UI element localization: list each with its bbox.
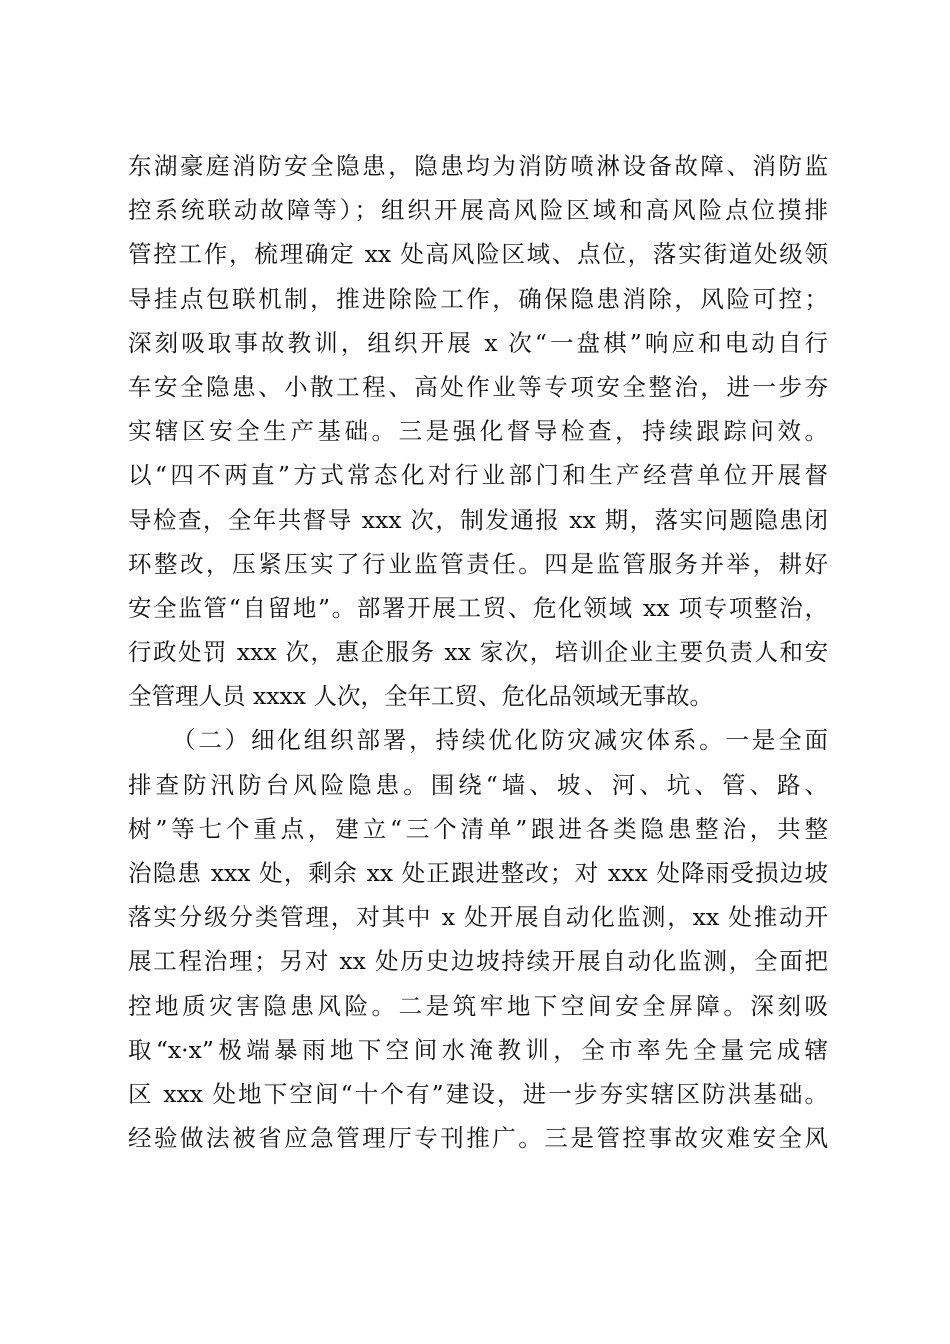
paragraph-line: 排查防汛防台风险隐患。围绕“墙、坡、河、坑、管、路、: [128, 770, 828, 799]
paragraph-line: 控地质灾害隐患风险。二是筑牢地下空间安全屏障。深刻吸: [128, 991, 828, 1020]
paragraph-2: [128, 718, 828, 1160]
paragraph-line: 以“四不两直”方式常态化对行业部门和生产经营单位开展督: [128, 461, 828, 490]
paragraph-line: 取“x·x”极端暴雨地下空间水淹教训，全市率先全量完成辖: [128, 1035, 828, 1064]
paragraph-line: 实辖区安全生产基础。三是强化督导检查，持续跟踪问效。: [128, 417, 828, 446]
paragraph-line: 导挂点包联机制，推进除险工作，确保隐患消除，风险可控；: [128, 284, 828, 313]
paragraph-line: 管控工作，梳理确定 xx 处高风险区域、点位，落实街道处级领: [128, 240, 828, 269]
document-body: [128, 144, 828, 1160]
paragraph-line: 深刻吸取事故教训，组织开展 x 次“一盘棋”响应和电动自行: [128, 328, 828, 357]
paragraph-line: 控系统联动故障等）；组织开展高风险区域和高风险点位摸排: [128, 196, 828, 225]
paragraph-line: 全管理人员 xxxx 人次，全年工贸、危化品领域无事故。: [128, 682, 713, 711]
paragraph-line: 展工程治理；另对 xx 处历史边坡持续开展自动化监测，全面把: [128, 947, 828, 976]
paragraph-line: 治隐患 xxx 处，剩余 xx 处正跟进整改；对 xxx 处降雨受损边坡: [128, 859, 828, 887]
paragraph-line: 区 xxx 处地下空间“十个有”建设，进一步夯实辖区防洪基础。: [128, 1079, 828, 1108]
paragraph-line: 导检查，全年共督导 xxx 次，制发通报 xx 期，落实问题隐患闭: [128, 505, 828, 534]
paragraph-line: 树”等七个重点，建立“三个清单”跟进各类隐患整治，共整: [128, 814, 828, 843]
paragraph-line: 经验做法被省应急管理厅专刊推广。三是管控事故灾难安全风: [128, 1124, 828, 1153]
paragraph-1: [128, 144, 828, 718]
section-heading-line: （二）细化组织部署，持续优化防灾减灾体系。一是全面: [172, 726, 828, 755]
paragraph-line: 落实分级分类管理，对其中 x 处开展自动化监测，xx 处推动开: [128, 903, 828, 932]
paragraph-line: 环整改，压紧压实了行业监管责任。四是监管服务并举，耕好: [128, 549, 828, 578]
paragraph-line: 车安全隐患、小散工程、高处作业等专项安全整治，进一步夯: [128, 372, 828, 401]
paragraph-line: 东湖豪庭消防安全隐患，隐患均为消防喷淋设备故障、消防监: [128, 152, 828, 180]
paragraph-line: 行政处罚 xxx 次，惠企服务 xx 家次，培训企业主要负责人和安: [128, 638, 828, 667]
paragraph-line: 安全监管“自留地”。部署开展工贸、危化领域 xx 项专项整治，: [128, 593, 828, 622]
